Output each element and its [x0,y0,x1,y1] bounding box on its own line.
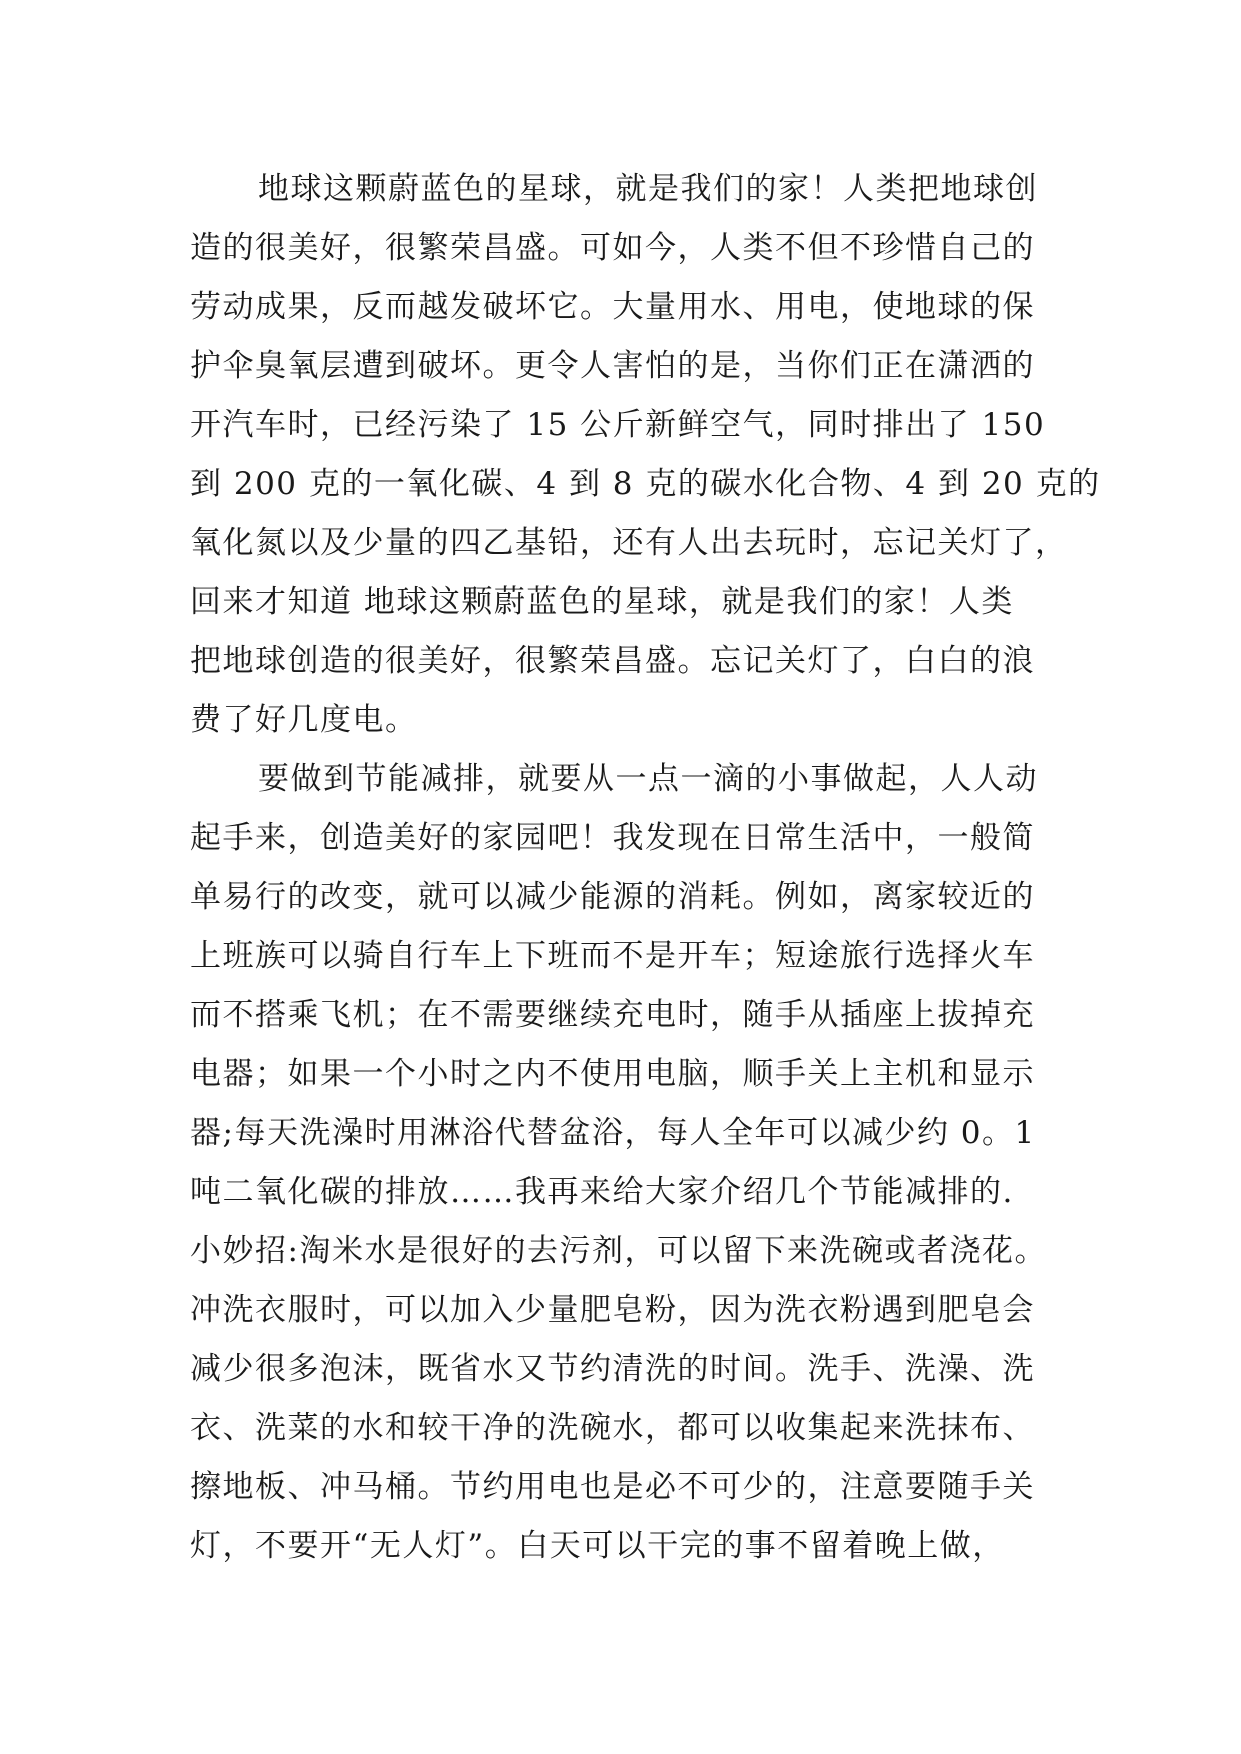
text-line: 器;每天洗澡时用淋浴代替盆浴，每人全年可以减少约 0。1 [190,1115,1036,1151]
text-line: 把地球创造的很美好，很繁荣昌盛。忘记关灯了，白白的浪 [190,643,1035,679]
text-line: 地球这颗蔚蓝色的星球，就是我们的家！人类把地球创 [258,171,1038,207]
text-line: 减少很多泡沫，既省水又节约清洗的时间。洗手、洗澡、洗 [190,1351,1035,1387]
text-line: 到 200 克的一氧化碳、4 到 8 克的碳水化合物、4 到 20 克的 [190,466,1101,502]
text-line: 回来才知道 地球这颗蔚蓝色的星球，就是我们的家！人类 [190,584,1014,620]
text-line: 费了好几度电。 [190,702,418,738]
text-line: 造的很美好，很繁荣昌盛。可如今，人类不但不珍惜自己的 [190,230,1035,266]
text-line: 衣、洗菜的水和较干净的洗碗水，都可以收集起来洗抹布、 [190,1410,1035,1446]
text-line: 冲洗衣服时，可以加入少量肥皂粉，因为洗衣粉遇到肥皂会 [190,1292,1035,1328]
text-line: 护伞臭氧层遭到破坏。更令人害怕的是，当你们正在潇洒的 [190,348,1035,384]
text-line: 电器；如果一个小时之内不使用电脑，顺手关上主机和显示 [190,1056,1035,1092]
text-line: 小妙招:淘米水是很好的去污剂，可以留下来洗碗或者浇花。 [190,1233,1047,1269]
paragraph-energy-saving [190,750,1070,1576]
text-line: 开汽车时，已经污染了 15 公斤新鲜空气，同时排出了 150 [190,407,1046,443]
text-line: 要做到节能减排，就要从一点一滴的小事做起，人人动 [258,761,1038,797]
text-line: 上班族可以骑自行车上下班而不是开车；短途旅行选择火车 [190,938,1035,974]
paragraph-earth-home [190,160,1101,750]
text-line: 劳动成果，反而越发破坏它。大量用水、用电，使地球的保 [190,289,1035,325]
text-line: 单易行的改变，就可以减少能源的消耗。例如，离家较近的 [190,879,1035,915]
text-line: 吨二氧化碳的排放……我再来给大家介绍几个节能减排的. [190,1174,1014,1210]
body-text [190,160,1101,1576]
text-line: 氧化氮以及少量的四乙基铅，还有人出去玩时，忘记关灯了， [190,525,1068,561]
text-line: 而不搭乘飞机；在不需要继续充电时，随手从插座上拔掉充 [190,997,1035,1033]
text-line: 灯，不要开“无人灯”。白天可以干完的事不留着晚上做， [190,1528,1005,1564]
text-line: 擦地板、冲马桶。节约用电也是必不可少的，注意要随手关 [190,1469,1035,1505]
text-line: 起手来，创造美好的家园吧！我发现在日常生活中，一般简 [190,820,1035,856]
